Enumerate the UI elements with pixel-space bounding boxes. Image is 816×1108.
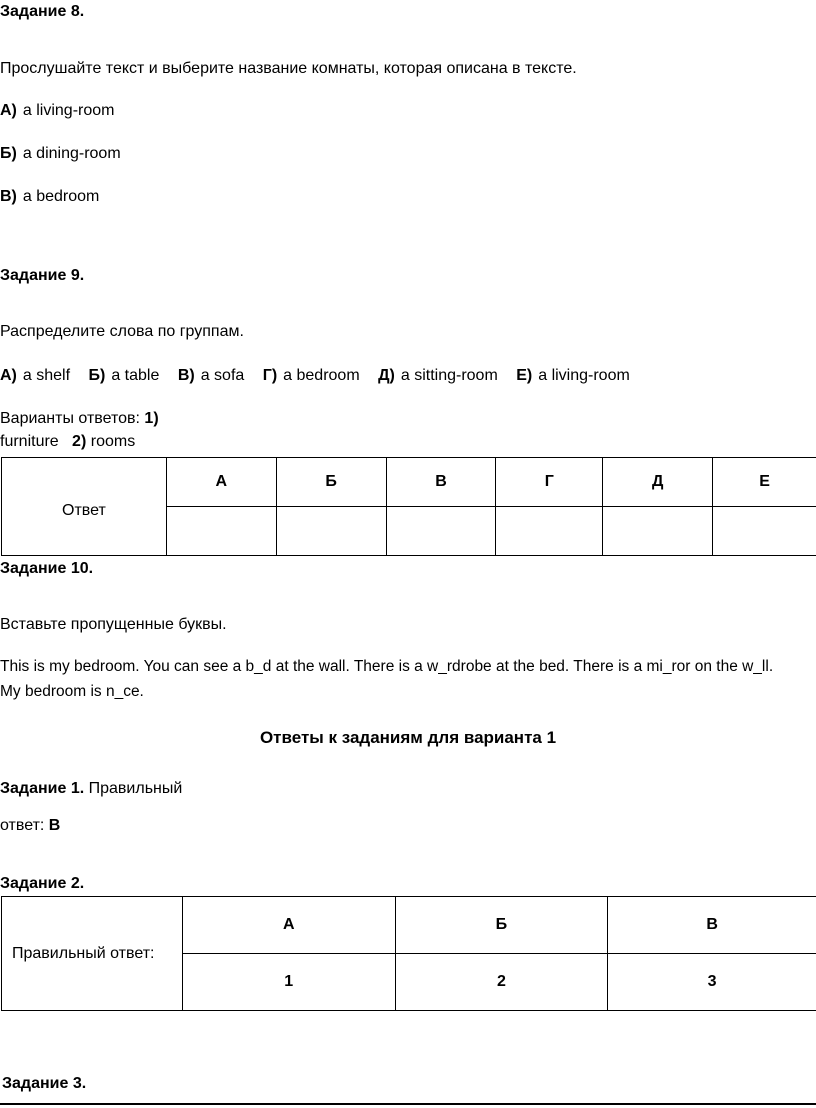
answers-task3-title: Задание 3. bbox=[2, 1075, 87, 1092]
variants-label: Варианты ответов: bbox=[0, 410, 140, 427]
answers-task2-value-a: 1 bbox=[182, 954, 395, 1011]
item-letter: А) bbox=[0, 367, 17, 384]
option-letter: А) bbox=[0, 102, 17, 119]
task8-option-b bbox=[0, 144, 121, 164]
item-text: a living-room bbox=[538, 367, 630, 384]
task8-option-c bbox=[0, 187, 99, 207]
task10-instruction: Вставьте пропущенные буквы. bbox=[0, 616, 227, 633]
task9-variants-line1 bbox=[0, 409, 159, 429]
answers-task2-header-a: А bbox=[182, 897, 395, 954]
task9-item-a bbox=[0, 367, 70, 384]
answer-cell-a[interactable] bbox=[166, 507, 276, 556]
answers-task1-answer: В bbox=[48, 817, 61, 834]
variant-1-text: furniture bbox=[0, 433, 59, 450]
answers-task2-value-c: 3 bbox=[608, 954, 816, 1011]
item-text: a shelf bbox=[22, 367, 71, 384]
answers-task1-line1 bbox=[0, 779, 182, 799]
option-letter: Б) bbox=[0, 145, 17, 162]
variant-1-number: 1) bbox=[144, 410, 159, 427]
task8-instruction: Прослушайте текст и выберите название комнаты, которая описана в тексте. bbox=[0, 60, 577, 77]
item-letter: Е) bbox=[516, 367, 533, 384]
answers-task2-header-b: Б bbox=[395, 897, 608, 954]
bottom-divider bbox=[0, 1103, 816, 1105]
answers-task2-header-c: В bbox=[608, 897, 816, 954]
task10-text-line2: My bedroom is n_ce. bbox=[0, 683, 144, 700]
task9-answer-table bbox=[1, 457, 816, 556]
answer-header-e: Д bbox=[603, 458, 713, 507]
task9-items bbox=[0, 366, 644, 386]
answer-cell-c[interactable] bbox=[386, 507, 496, 556]
answers-task1-title: Задание 1. bbox=[0, 780, 85, 797]
variant-2-number: 2) bbox=[72, 433, 87, 450]
task9-variants-line2 bbox=[0, 432, 135, 452]
answer-header-c: В bbox=[386, 458, 496, 507]
answers-task1-label: ответ: bbox=[0, 817, 45, 834]
item-letter: В) bbox=[177, 367, 195, 384]
answers-task2-title: Задание 2. bbox=[0, 875, 85, 892]
option-letter: В) bbox=[0, 188, 17, 205]
answer-cell-b[interactable] bbox=[276, 507, 386, 556]
answers-heading: Ответы к заданиям для варианта 1 bbox=[259, 728, 557, 747]
answer-cell-d[interactable] bbox=[496, 507, 603, 556]
answer-header-a: А bbox=[166, 458, 276, 507]
option-text: a living-room bbox=[22, 102, 115, 119]
answer-cell-f[interactable] bbox=[713, 507, 816, 556]
answer-header-f: Е bbox=[713, 458, 816, 507]
task9-instruction: Распределите слова по группам. bbox=[0, 323, 244, 340]
task9-item-c bbox=[178, 367, 244, 384]
item-text: a table bbox=[111, 367, 160, 384]
answer-header-d: Г bbox=[496, 458, 603, 507]
option-text: a bedroom bbox=[22, 188, 100, 205]
answer-header-b: Б bbox=[276, 458, 386, 507]
variant-2-text: rooms bbox=[90, 433, 136, 450]
task10-text-line1: This is my bedroom. You can see a b_d at the wall. There is a w_rdrobe at the bed. There is a mi_ror on the w_ll. bbox=[0, 658, 774, 675]
option-text: a dining-room bbox=[22, 145, 121, 162]
answers-task2-value-b: 2 bbox=[395, 954, 608, 1011]
item-text: a sitting-room bbox=[400, 367, 498, 384]
answer-cell-e[interactable] bbox=[603, 507, 713, 556]
answers-task2-row-label: Правильный ответ: bbox=[2, 897, 183, 1011]
task9-title: Задание 9. bbox=[0, 267, 85, 284]
task10-title: Задание 10. bbox=[0, 560, 94, 577]
task8-title: Задание 8. bbox=[0, 3, 85, 20]
task9-item-b bbox=[88, 367, 159, 384]
answers-task2-table bbox=[1, 896, 816, 1011]
item-text: a sofa bbox=[200, 367, 245, 384]
item-letter: Д) bbox=[378, 367, 395, 384]
answer-row-label: Ответ bbox=[2, 458, 167, 556]
answers-task1-text: Правильный bbox=[88, 780, 183, 797]
task9-item-d bbox=[263, 367, 360, 384]
task9-item-e bbox=[378, 367, 498, 384]
item-letter: Б) bbox=[88, 367, 106, 384]
task8-option-a bbox=[0, 101, 114, 121]
answers-task1-line2 bbox=[0, 816, 60, 836]
item-text: a bedroom bbox=[283, 367, 360, 384]
item-letter: Г) bbox=[262, 367, 278, 384]
task9-item-f bbox=[516, 367, 630, 384]
